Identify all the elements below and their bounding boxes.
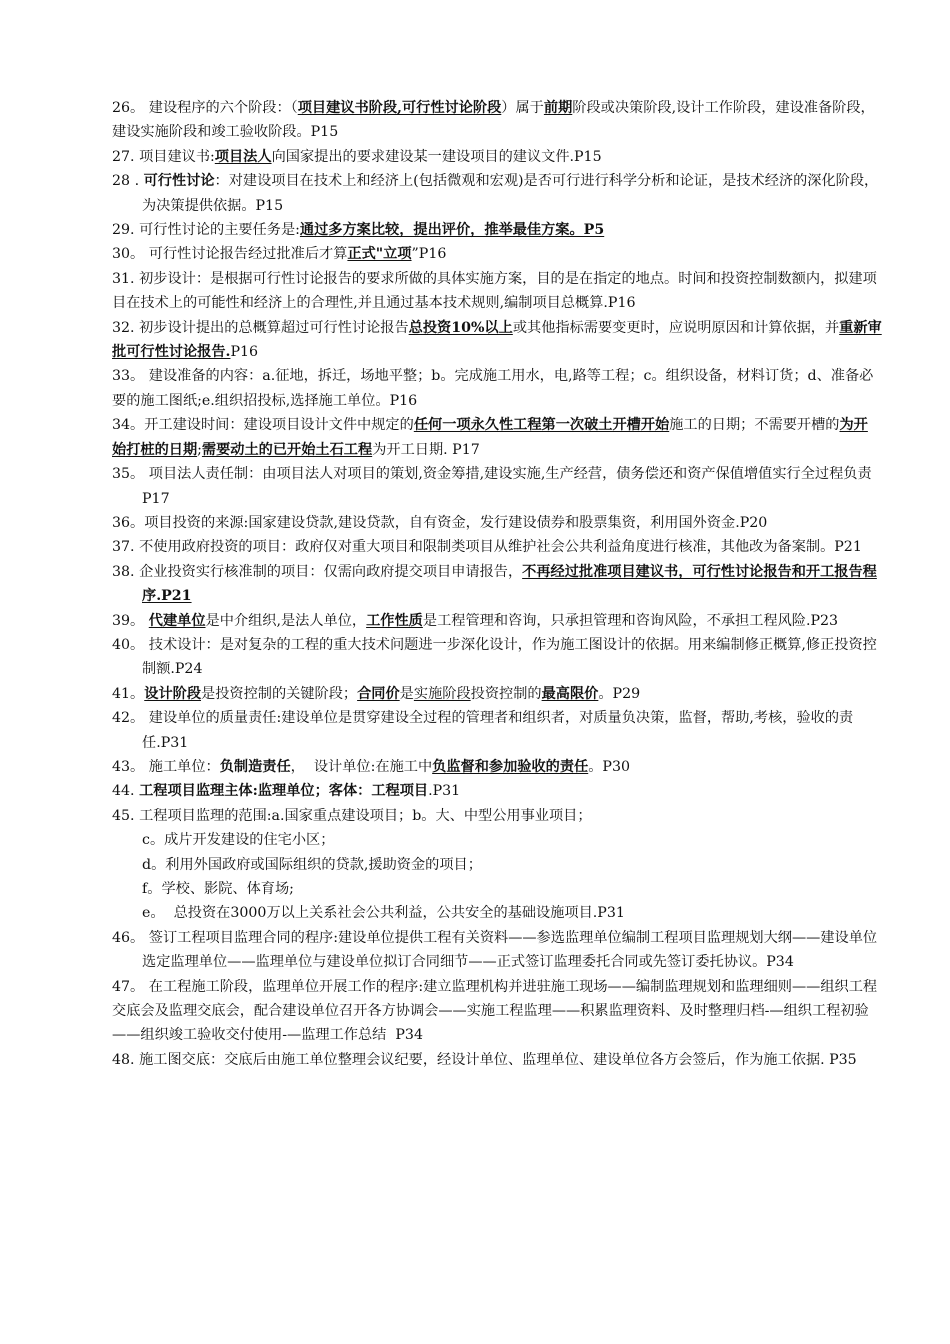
item-text: 36。项目投资的来源:国家建设贷款,建设贷款，自有资金，发行建设债券和股票集资，利用国外资金.P20 bbox=[112, 514, 768, 531]
item-text: f。学校、影院、体育场; bbox=[142, 881, 294, 897]
item-text: 28 . bbox=[112, 173, 144, 190]
item-text: c。成片开发建设的住宅小区； bbox=[142, 832, 335, 849]
item-text: 34。开工建设时间：建设项目设计文件中规定的 bbox=[112, 417, 414, 434]
item-text: ， 设计单位:在施工中 bbox=[290, 758, 433, 775]
item-text: 30。 可行性讨论报告经过批准后才算 bbox=[112, 246, 348, 263]
emphasis-text: 前期 bbox=[543, 100, 573, 116]
list-item bbox=[112, 511, 882, 535]
list-item bbox=[112, 926, 882, 975]
emphasis-text: 设计阶段 bbox=[144, 685, 202, 702]
emphasis-text: 项目法人 bbox=[214, 148, 272, 165]
list-item bbox=[112, 706, 882, 755]
item-text: 38. 企业投资实行核准制的项目：仅需向政府提交项目申请报告， bbox=[112, 563, 523, 580]
item-text: 47。 在工程施工阶段，监理单位开展工作的程序:建立监理机构并进驻施工现场——编制监理规划和监理细则——组织工程交底会及监理交底会，配合建设单位召开各方协调会——实施工程监理——积累监理资料、及时整理归档-—组织工程初验——组织竣工验收交付使用-—监理工作总结 P34 bbox=[112, 978, 878, 1044]
emphasis-text: 代建单位 bbox=[148, 612, 206, 629]
item-text: 39。 bbox=[112, 612, 149, 629]
list-item bbox=[112, 779, 882, 803]
list-item bbox=[112, 535, 882, 559]
item-text: 29. 可行性讨论的主要任务是: bbox=[112, 222, 300, 239]
item-text: d。利用外国政府或国际组织的贷款,援助资金的项目； bbox=[142, 856, 482, 873]
emphasis-text: 负制造责任 bbox=[219, 758, 291, 775]
emphasis-text: 正式"立项 bbox=[347, 246, 412, 263]
item-text: 。P30 bbox=[588, 758, 631, 775]
document-body bbox=[112, 96, 882, 1072]
emphasis-text: 负监督和参加验收的责任 bbox=[432, 758, 589, 775]
item-text: e。 总投资在3000万以上关系社会公共利益，公共安全的基础设施项目.P31 bbox=[142, 905, 625, 922]
list-item bbox=[112, 853, 882, 877]
list-item bbox=[112, 609, 882, 633]
item-text: 27. 项目建议书: bbox=[112, 148, 215, 165]
item-text: 48. 施工图交底：交底后由施工单位整理会议纪要，经设计单位、监理单位、建设单位各方会签后，作为施工依据. P35 bbox=[112, 1051, 857, 1068]
item-text: 41。 bbox=[112, 685, 145, 702]
list-item bbox=[112, 975, 882, 1048]
item-text: 46。 签订工程项目监理合同的程序:建设单位提供工程有关资料——参选监理单位编制工程项目监理规划大纲——建设单位选定监理单位——监理单位与建设单位拟订合同细节——正式签订监理委托合同或先签订委托协议。P34 bbox=[112, 929, 878, 971]
item-text: 或其他指标需要变更时，应说明原因和计算依据，并 bbox=[512, 319, 840, 336]
list-item bbox=[112, 755, 882, 779]
list-item bbox=[112, 828, 882, 852]
item-text: 35。 项目法人责任制：由项目法人对项目的策划,资金筹措,建设实施,生产经营，债务偿还和资产保值增值实行全过程负责P17 bbox=[112, 466, 872, 507]
list-item bbox=[112, 901, 882, 925]
emphasis-text: 工程项目监理主体:监理单位；客体：工程项目 bbox=[139, 783, 429, 800]
list-item bbox=[112, 96, 882, 145]
item-text: 33。 建设准备的内容：a.征地，拆迁，场地平整；b。完成施工用水，电,路等工程；c。组织设备，材料订货；d、准备必要的施工图纸;e.组织招投标,选择施工单位。P16 bbox=[112, 368, 874, 409]
list-item bbox=[112, 267, 882, 316]
item-text: .P31 bbox=[428, 783, 461, 800]
item-text: 向国家提出的要求建设某一建设项目的建议文件.P15 bbox=[271, 148, 602, 165]
item-text: ; bbox=[197, 441, 202, 458]
item-text: 42。 建设单位的质量责任:建设单位是贯穿建设全过程的管理者和组织者，对质量负决策，监督，帮助,考核，验收的责任.P31 bbox=[112, 710, 854, 751]
item-text: P16 bbox=[230, 344, 259, 361]
list-item bbox=[112, 1048, 882, 1072]
list-item bbox=[112, 364, 882, 413]
list-item bbox=[112, 145, 882, 169]
item-text: 32. 初步设计提出的总概算超过可行性讨论报告 bbox=[112, 319, 409, 336]
item-text: 是中介组织,是法人单位， bbox=[205, 612, 367, 629]
item-text: 阶段或决策阶段,设计工作阶段，建设准备阶段，建设实施阶段和竣工验收阶段。P15 bbox=[112, 100, 875, 141]
item-text: 。P29 bbox=[598, 685, 641, 702]
list-item bbox=[112, 804, 882, 828]
item-text: 44. bbox=[112, 783, 140, 800]
emphasis-text: 任何一项永久性工程第一次破土开槽开始 bbox=[413, 417, 670, 434]
list-item bbox=[112, 877, 882, 901]
item-text: 是工程管理和咨询，只承担管理和咨询风险，不承担工程风险.P23 bbox=[422, 612, 839, 629]
item-text: 31. 初步设计：是根据可行性讨论报告的要求所做的具体实施方案，目的是在指定的地点。时间和投资控制数额内，拟建项目在技术上的可能性和经济上的合理性,并且通过基本技术规则,编制项目总概算.P16 bbox=[112, 270, 877, 312]
emphasis-text: 为开始打桩的日期 bbox=[112, 417, 868, 458]
emphasis-text: 重新审批可行性讨论报告. bbox=[112, 319, 882, 361]
emphasis-text: 通过多方案比较，提出评价，推举最佳方案。P5 bbox=[299, 222, 605, 239]
emphasis-text: 需要动土的已开始土石工程 bbox=[201, 441, 373, 458]
item-text: 是投资控制的关键阶段； bbox=[201, 685, 358, 702]
item-text: 37. 不使用政府投资的项目：政府仅对重大项目和限制类项目从维护社会公共利益角度进行核准，其他改为备案制。P21 bbox=[112, 539, 862, 556]
item-text: 40。 技术设计：是对复杂的工程的重大技术问题进一步深化设计，作为施工图设计的依据。用来编制修正概算,修正投资控制额.P24 bbox=[112, 636, 877, 678]
item-text: 45. 工程项目监理的范围:a.国家重点建设项目；b。大、中型公用事业项目； bbox=[112, 807, 592, 824]
list-item bbox=[112, 218, 882, 242]
emphasis-text: 总投资10%以上 bbox=[408, 319, 513, 336]
item-text: 投资控制的 bbox=[470, 685, 542, 702]
emphasis-text: 最高限价 bbox=[541, 685, 599, 702]
list-item bbox=[112, 633, 882, 682]
emphasis-text: 不再经过批准项目建议书，可行性讨论报告和开工报告程序.P21 bbox=[142, 563, 877, 605]
item-text: 施工的日期；不需要开槽的 bbox=[669, 417, 840, 434]
list-item bbox=[112, 682, 882, 706]
emphasis-text: 项目建议书阶段,可行性讨论阶段 bbox=[297, 100, 502, 116]
emphasis-text: 工作性质 bbox=[366, 612, 423, 629]
list-item bbox=[112, 462, 882, 511]
item-text: 43。 施工单位： bbox=[112, 758, 220, 775]
item-text: ：对建设项目在技术上和经济上(包括微观和宏观)是否可行进行科学分析和论证，是技术经济的深化阶段，为决策提供依据。P15 bbox=[142, 173, 879, 214]
emphasis-text: 可行性讨论 bbox=[143, 173, 215, 190]
item-text: 26。 建设程序的六个阶段：（ bbox=[112, 100, 298, 116]
list-item bbox=[112, 242, 882, 266]
list-item bbox=[112, 316, 882, 365]
list-item bbox=[112, 560, 882, 609]
list-item bbox=[112, 413, 882, 462]
item-text: ）属于 bbox=[501, 100, 544, 116]
emphasis-text: 合同价 bbox=[357, 685, 400, 702]
item-text: ”P16 bbox=[411, 246, 447, 263]
list-item bbox=[112, 169, 882, 218]
item-text: 是 bbox=[399, 685, 414, 702]
emphasis-text: 实施阶段 bbox=[413, 685, 471, 702]
item-text: 为开工日期. P17 bbox=[372, 441, 480, 458]
